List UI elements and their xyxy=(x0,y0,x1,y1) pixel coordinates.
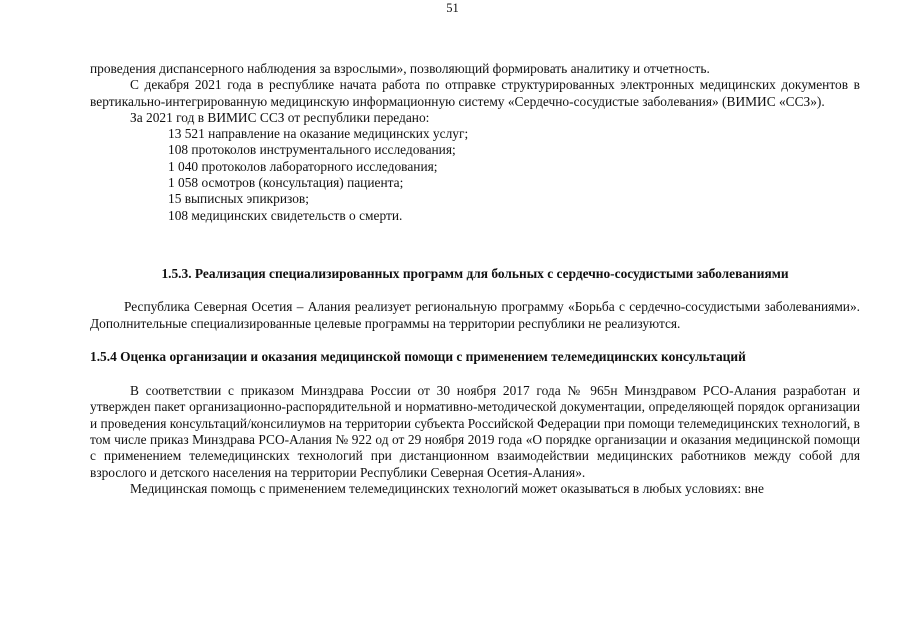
paragraph-telemedicine-order: В соответствии с приказом Минздрава России от 30 ноября 2017 года № 965н Минздравом РСО-Алания разработан и утвержден пакет организационно-распорядительной и нормативно-методической документации, определяющей порядок организации и проведения консультаций/консилиумов на территории субъекта Российской Федерации при помощи телемедицинских технологий, в том числе приказ Минздрава РСО-Алания № 922 од от 29 ноября 2019 года «О порядке организации и оказания медицинской помощи с применением телемедицинских технологий при дистанционном взаимодействии медицинских работников между собой для взрослого и детского населения на территории Республики Северная Осетия-Алания». xyxy=(90,383,860,480)
paragraph-vimis-intro: С декабря 2021 года в республике начата работа по отправке структурированных электронных медицинских документов в вертикально-интегрированную медицинскую информационную систему «Сердечно-сосудистые заболевания» (ВИМИС «ССЗ»). xyxy=(90,77,860,109)
list-item: 1 040 протоколов лабораторного исследования; xyxy=(168,158,438,174)
paragraph-continuation: проведения диспансерного наблюдения за взрослыми», позволяющий формировать аналитику и отчетность. xyxy=(90,61,710,76)
section-heading-1-5-4: 1.5.4 Оценка организации и оказания медицинской помощи с применением телемедицинских консультаций xyxy=(90,348,746,364)
list-item: 13 521 направление на оказание медицинских услуг; xyxy=(168,126,469,142)
paragraph-regional-program: Республика Северная Осетия – Алания реализует региональную программу «Борьба с сердечно-сосудистыми заболеваниями». Дополнительные специализированные целевые программы на территории республики не реализуются. xyxy=(90,299,860,331)
transmitted-documents-list xyxy=(90,126,860,224)
paragraph-telemedicine-conditions: Медицинская помощь с применением телемедицинских технологий может оказываться в любых условиях: вне xyxy=(130,480,765,496)
list-item: 108 медицинских свидетельств о смерти. xyxy=(168,207,403,223)
list-intro: За 2021 год в ВИМИС ССЗ от республики передано: xyxy=(130,109,430,125)
page-number: 51 xyxy=(446,1,459,15)
list-item: 1 058 осмотров (консультация) пациента; xyxy=(168,175,404,191)
list-item: 108 протоколов инструментального исследования; xyxy=(168,142,456,158)
section-heading-1-5-3: 1.5.3. Реализация специализированных программ для больных с сердечно-сосудистыми заболеваниями xyxy=(161,265,789,281)
list-item: 15 выписных эпикризов; xyxy=(168,191,309,207)
document-body xyxy=(90,61,860,497)
